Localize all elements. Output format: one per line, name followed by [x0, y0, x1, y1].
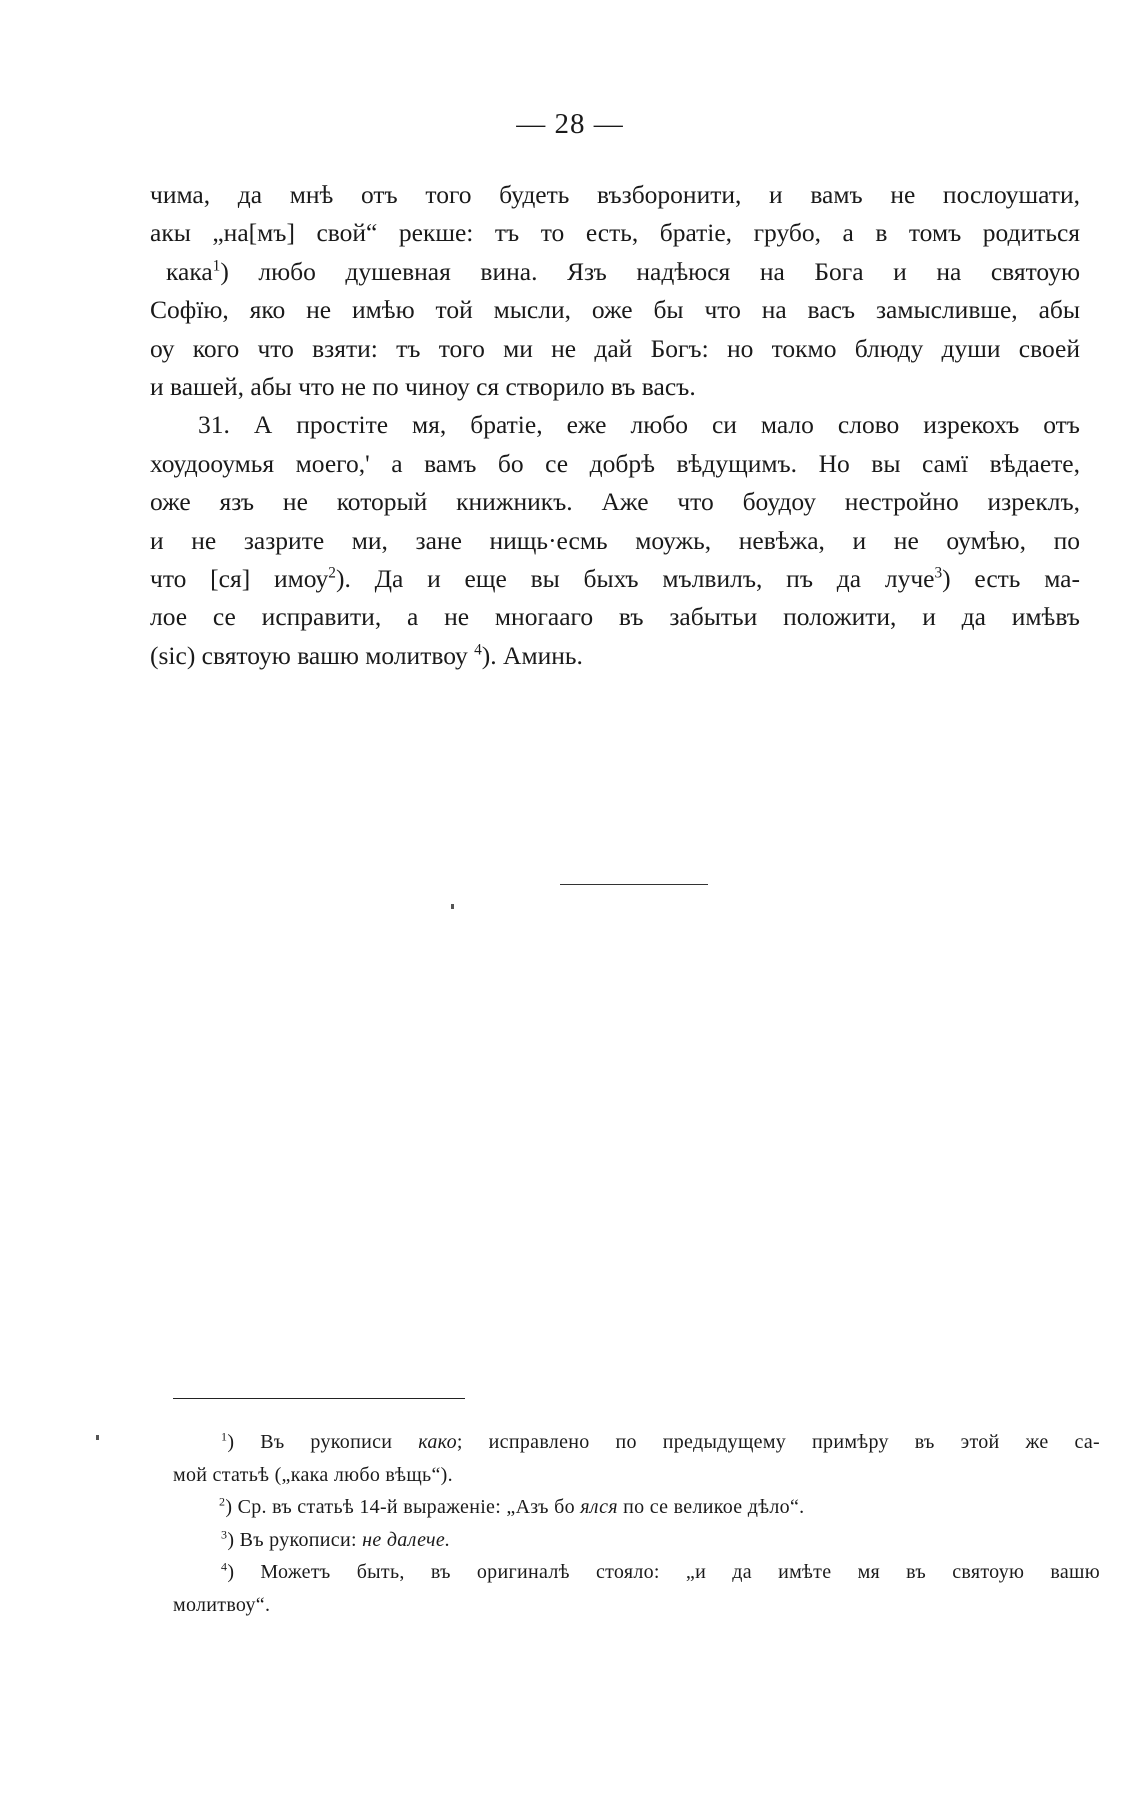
text-line: оу кого что взяти: тъ того ми не дай Богъ: но токмо блюду души своей	[150, 333, 1080, 363]
footnote-1	[173, 1426, 1100, 1459]
text-fragment: ). Да и еще вы быхъ мълвилъ, пъ да луче	[335, 564, 935, 594]
footnote-ref: 3	[934, 564, 943, 582]
text-line	[150, 560, 1080, 598]
text-line: Софїю, яко не имѣю той мысли, оже бы что на васъ замысливше, абы	[150, 295, 1080, 325]
footnote-number: 2	[219, 1494, 226, 1509]
footnote-text: ) Можетъ быть, въ оригиналѣ стояло: „и да имѣте мя въ святоую вашю	[227, 1561, 1100, 1583]
text-line: и вашей, абы что не по чиноу ся створило въ васъ.	[150, 372, 696, 402]
main-text	[150, 176, 1080, 675]
footnote-number: 1	[221, 1429, 228, 1444]
footnote-ref: 1	[212, 257, 221, 275]
footnote-3	[173, 1524, 1100, 1557]
footnote-4	[173, 1556, 1100, 1589]
footnote-text: по се великое дѣло“.	[623, 1496, 805, 1518]
footnote-text: ; исправлено по предыдущему примѣру въ этой же са-	[456, 1431, 1100, 1453]
text-line: и не зазрите ми, зане нищь·есмь моужь, невѣжа, и не оумѣю, по	[150, 525, 1080, 555]
footnote-emphasis: ялся	[580, 1496, 618, 1518]
footnote-2	[173, 1491, 1100, 1524]
footnote-number: 4	[221, 1559, 228, 1574]
scan-speck	[96, 1435, 99, 1440]
footnotes	[173, 1426, 1100, 1621]
footnote-text: ) Въ рукописи:	[227, 1528, 357, 1551]
text-line	[150, 637, 1080, 675]
text-line: хоудооумья моего,' а вамъ бо се добрѣ вѣдущимъ. Но вы самї вѣдаете,	[150, 448, 1080, 478]
footnote-4-continued: молитвоу“.	[173, 1593, 271, 1616]
text-fragment: ) любо душевная вина. Язъ надѣюся на Бога и на святоую	[220, 256, 1080, 286]
footnote-ref: 4	[474, 641, 482, 659]
text-fragment: ). Аминь.	[481, 640, 583, 670]
text-line	[150, 253, 1080, 291]
footnote-ref: 2	[328, 564, 336, 582]
text-line: чима, да мнѣ отъ того будеть възборонити, и вамъ не послоушати,	[150, 180, 1080, 209]
text-line: акы „на[мъ] свой“ рекше: тъ то есть, братіе, грубо, а в томъ родиться	[150, 218, 1080, 248]
text-fragment: (sic) святоую вашю молитвоу	[150, 640, 468, 670]
text-fragment: ) есть ма-	[942, 564, 1080, 594]
footnote-rule	[173, 1398, 465, 1399]
footnote-text: ) Ср. въ статьѣ 14-й выраженіе: „Азъ бо	[225, 1496, 575, 1518]
text-fragment: что [ся] имоу	[150, 564, 329, 594]
section-end-rule	[560, 884, 708, 885]
footnote-text: ) Въ рукописи	[227, 1431, 393, 1453]
footnote-emphasis: не далече.	[362, 1528, 451, 1551]
text-fragment: кака	[166, 256, 213, 286]
page-number: — 28 —	[516, 108, 624, 140]
text-line: 31. А простіте мя, братіе, еже любо си мало слово изрекохъ отъ	[198, 410, 1080, 440]
footnote-emphasis: како	[418, 1431, 457, 1453]
footnote-1-continued: мой статьѣ („кака любо вѣщь“).	[173, 1463, 453, 1486]
footnote-number: 3	[221, 1526, 228, 1541]
text-line: лое се исправити, а не многааго въ забытьи положити, и да имѣвъ	[150, 602, 1080, 632]
scan-speck	[451, 904, 454, 909]
text-line: оже язъ не который книжникъ. Аже что боудоу нестройно изреклъ,	[150, 487, 1080, 517]
